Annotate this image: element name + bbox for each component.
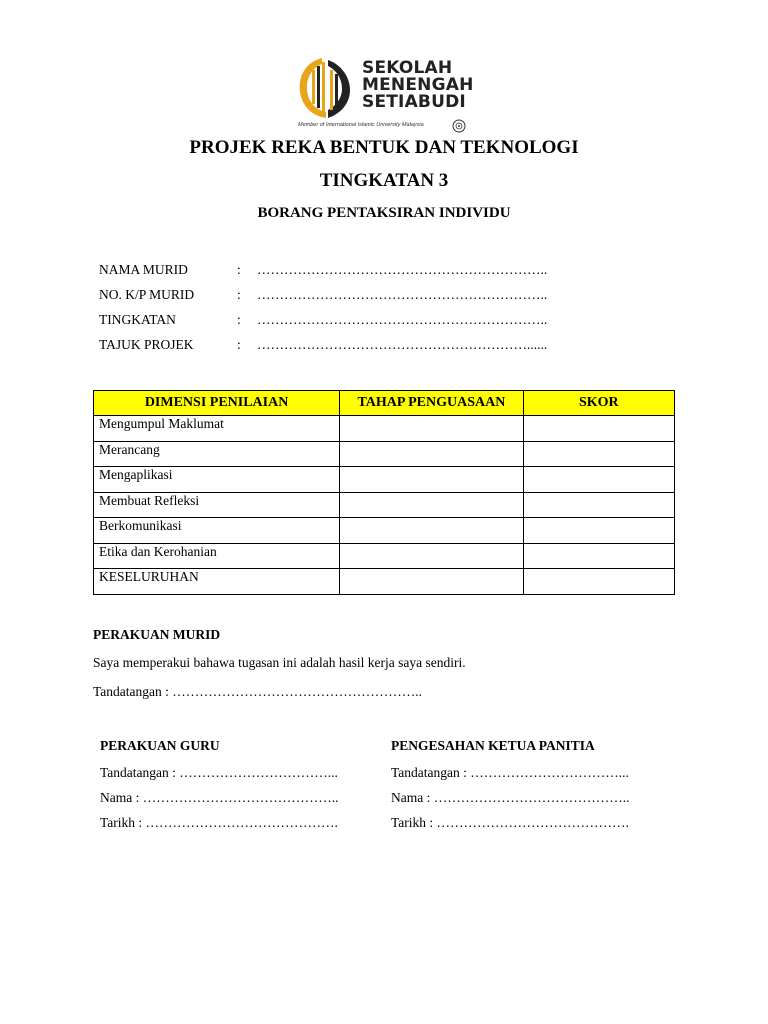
field-student-name: [99, 262, 547, 278]
school-name-line1: SEKOLAH: [362, 58, 453, 78]
score-cell[interactable]: [523, 543, 674, 569]
field-label: NAMA MURID: [99, 262, 188, 277]
score-cell[interactable]: [523, 518, 674, 544]
field-blank[interactable]: ………………………………………………………..: [257, 312, 548, 327]
table-row: [94, 416, 675, 442]
column-header-dimension: DIMENSI PENILAIAN: [94, 391, 340, 416]
table-row: [94, 441, 675, 467]
score-cell[interactable]: [523, 416, 674, 442]
dimension-cell: Mengumpul Maklumat: [94, 416, 340, 442]
field-blank[interactable]: ………………………………………………………..: [257, 262, 548, 277]
dimension-cell: KESELURUHAN: [94, 569, 340, 595]
assessment-table: [93, 390, 675, 595]
dimension-cell: Etika dan Kerohanian: [94, 543, 340, 569]
panel-head-name-line[interactable]: Nama : ……………………………………..: [391, 790, 630, 805]
score-cell[interactable]: [523, 467, 674, 493]
table-row: [94, 543, 675, 569]
teacher-signature-line[interactable]: Tandatangan : ……………………………...: [100, 765, 338, 780]
score-cell[interactable]: [523, 441, 674, 467]
field-label: TINGKATAN: [99, 312, 176, 327]
column-header-score: SKOR: [523, 391, 674, 416]
school-name-line2: MENENGAH: [362, 75, 474, 95]
school-name: [362, 60, 474, 111]
table-row: [94, 518, 675, 544]
school-emblem-icon: [292, 56, 358, 122]
panel-head-date-line[interactable]: Tarikh : …………………………………….: [391, 815, 629, 830]
project-title: PROJEK REKA BENTUK DAN TEKNOLOGI: [189, 137, 579, 158]
teacher-name-line[interactable]: Nama : ……………………………………..: [100, 790, 339, 805]
student-declaration-statement: Saya memperakui bahawa tugasan ini adalah hasil kerja saya sendiri.: [93, 655, 466, 670]
dimension-cell: Merancang: [94, 441, 340, 467]
field-form-level: [99, 312, 547, 328]
dimension-cell: Membuat Refleksi: [94, 492, 340, 518]
mastery-cell[interactable]: [340, 492, 523, 518]
mastery-cell[interactable]: [340, 569, 523, 595]
field-project-title: [99, 337, 547, 353]
table-header-row: [94, 391, 675, 416]
mastery-cell[interactable]: [340, 441, 523, 467]
dimension-cell: Mengaplikasi: [94, 467, 340, 493]
table-row: [94, 569, 675, 595]
field-label: TAJUK PROJEK: [99, 337, 194, 352]
mastery-cell[interactable]: [340, 543, 523, 569]
dimension-cell: Berkomunikasi: [94, 518, 340, 544]
form-title: BORANG PENTAKSIRAN INDIVIDU: [257, 205, 511, 221]
school-logo: [292, 56, 492, 134]
score-cell[interactable]: [523, 569, 674, 595]
student-signature-line[interactable]: Tandatangan : ………………………………………………..: [93, 684, 423, 699]
score-cell[interactable]: [523, 492, 674, 518]
field-colon: :: [237, 312, 241, 327]
student-declaration-heading: PERAKUAN MURID: [93, 627, 221, 642]
school-name-line3: SETIABUDI: [362, 92, 466, 112]
field-blank[interactable]: ………………………………………………………..: [257, 287, 548, 302]
teacher-declaration-heading: PERAKUAN GURU: [100, 738, 220, 753]
field-blank[interactable]: ……………………………………………………......: [257, 337, 548, 352]
field-colon: :: [237, 337, 241, 352]
table-row: [94, 467, 675, 493]
teacher-date-line[interactable]: Tarikh : …………………………………….: [100, 815, 338, 830]
panel-head-signature-line[interactable]: Tandatangan : ……………………………...: [391, 765, 629, 780]
mastery-cell[interactable]: [340, 416, 523, 442]
logo-tagline: Member of International Islamic University Malaysia: [298, 122, 424, 128]
field-label: NO. K/P MURID: [99, 287, 195, 302]
mastery-cell[interactable]: [340, 518, 523, 544]
field-colon: :: [237, 262, 241, 277]
column-header-mastery: TAHAP PENGUASAAN: [340, 391, 523, 416]
university-seal-icon: [452, 119, 466, 133]
field-colon: :: [237, 287, 241, 302]
mastery-cell[interactable]: [340, 467, 523, 493]
field-ic-number: [99, 287, 547, 303]
form-level: TINGKATAN 3: [319, 170, 449, 191]
panel-head-heading: PENGESAHAN KETUA PANITIA: [391, 738, 595, 753]
table-row: [94, 492, 675, 518]
